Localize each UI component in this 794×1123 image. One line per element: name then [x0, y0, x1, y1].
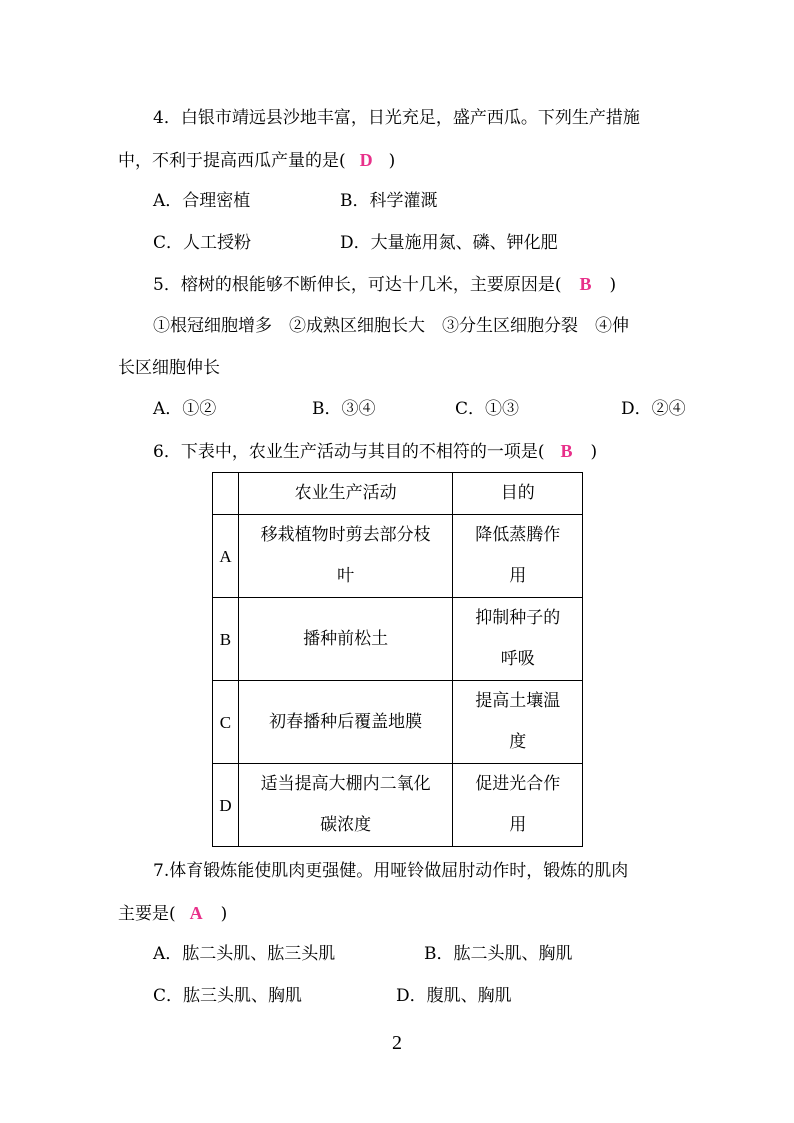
q6-answer: B: [560, 441, 573, 461]
q5-statements-line2: 长区细胞伸长: [118, 358, 220, 378]
q7-option-a: A．肱二头肌、肱三头肌: [153, 944, 336, 964]
q7-option-c: C．肱三头肌、胸肌: [153, 986, 303, 1006]
q4-stem-close: ): [388, 151, 396, 171]
row-label: C: [213, 681, 239, 764]
row-activity: [238, 598, 453, 681]
q6-stem-close: ): [590, 442, 598, 462]
page-number: 2: [392, 1032, 402, 1054]
q5-stem-text: 5．榕树的根能够不断伸长，可达十几米，主要原因是(: [153, 275, 562, 295]
q5-stem-close: ): [609, 275, 617, 295]
row-label: D: [213, 764, 239, 847]
table-header-row: [213, 473, 583, 515]
q5-stem-line1: [153, 272, 616, 297]
row-activity-line: 碳浓度: [320, 815, 372, 835]
row-purpose-line: 降低蒸腾作: [475, 525, 561, 545]
row-purpose-line: 度: [509, 732, 527, 752]
q7-stem-line1: 7.体育锻炼能使肌肉更强健。用哑铃做屈肘动作时，锻炼的肌肉: [153, 861, 629, 881]
q4-option-d: D．大量施用氮、磷、钾化肥: [340, 233, 558, 253]
row-purpose: [453, 598, 583, 681]
row-activity: [238, 681, 453, 764]
row-activity-line: 适当提高大棚内二氧化: [260, 774, 431, 794]
q5-option-d: D．②④: [621, 399, 686, 419]
q7-option-b: B．肱二头肌、胸肌: [424, 944, 573, 964]
row-label: B: [213, 598, 239, 681]
table-header-purpose: 目的: [453, 473, 583, 515]
row-activity-line: 播种前松土: [303, 628, 389, 649]
row-purpose-line: 促进光合作: [475, 774, 561, 794]
row-purpose: [453, 681, 583, 764]
table-row: [213, 764, 583, 847]
table-row: [213, 515, 583, 598]
q4-option-b: B．科学灌溉: [340, 191, 438, 211]
q5-option-a: A．①②: [153, 399, 217, 419]
table-header-corner: [213, 473, 239, 515]
row-purpose-line: 呼吸: [500, 649, 535, 669]
q4-option-a: A．合理密植: [153, 191, 251, 211]
row-purpose-line: 用: [509, 566, 527, 586]
table-row: [213, 681, 583, 764]
row-purpose-line: 抑制种子的: [475, 608, 561, 628]
row-purpose-line: 提高土壤温: [475, 691, 561, 711]
row-activity-line: 叶: [337, 566, 355, 586]
q4-option-c: C．人工授粉: [153, 233, 252, 253]
q4-stem-line2: [118, 148, 395, 173]
q6-stem: [153, 439, 597, 464]
q7-answer: A: [189, 903, 203, 923]
table-header-activity: 农业生产活动: [238, 473, 453, 515]
table-row: [213, 598, 583, 681]
q4-stem-text: 中，不利于提高西瓜产量的是(: [118, 151, 346, 171]
q7-stem-line2: [118, 901, 227, 926]
row-activity-line: 初春播种后覆盖地膜: [269, 711, 423, 732]
q5-statements-line1: ①根冠细胞增多 ②成熟区细胞长大 ③分生区细胞分裂 ④伸: [153, 316, 629, 336]
row-purpose: [453, 764, 583, 847]
q4-stem-line1: 4．白银市靖远县沙地丰富，日光充足，盛产西瓜。下列生产措施: [153, 108, 640, 128]
row-label: A: [213, 515, 239, 598]
q7-stem-close: ): [220, 904, 228, 924]
row-purpose-line: 用: [509, 815, 527, 835]
q6-stem-text: 6．下表中，农业生产活动与其目的不相符的一项是(: [153, 442, 545, 462]
row-activity-line: 移栽植物时剪去部分枝: [260, 525, 431, 545]
row-activity: [238, 515, 453, 598]
row-activity: [238, 764, 453, 847]
q5-answer: B: [579, 274, 592, 294]
row-purpose: [453, 515, 583, 598]
q7-stem-text: 主要是(: [118, 904, 176, 924]
q7-option-d: D．腹肌、胸肌: [396, 986, 512, 1006]
q6-table: [212, 472, 583, 847]
q5-option-b: B．③④: [312, 399, 376, 419]
q4-answer: D: [359, 150, 373, 170]
q5-option-c: C．①③: [455, 399, 520, 419]
